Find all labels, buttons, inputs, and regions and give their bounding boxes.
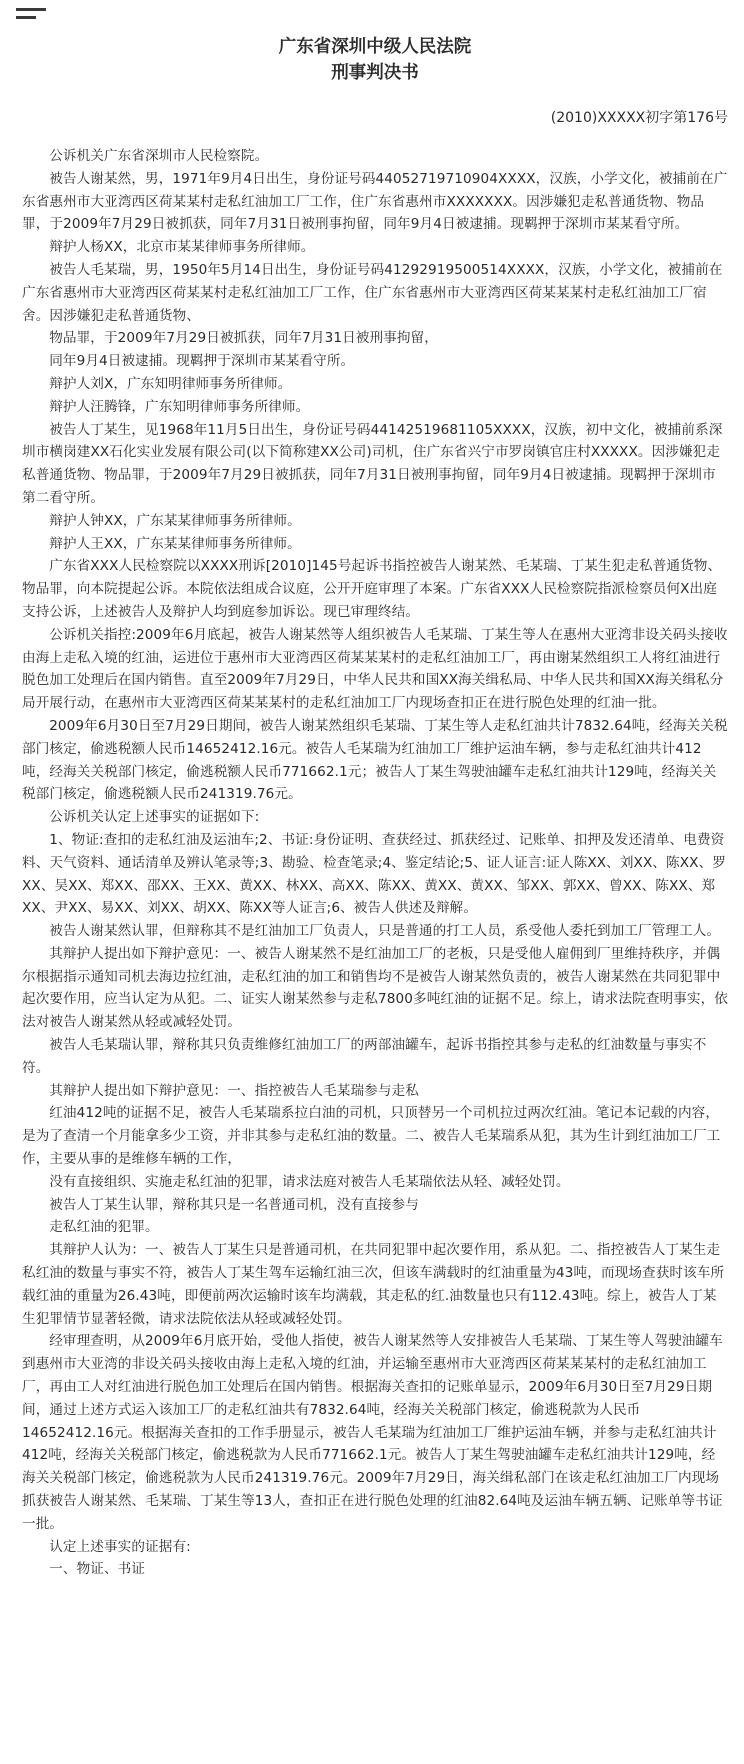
paragraph: 公诉机关认定上述事实的证据如下:: [49, 809, 260, 826]
paragraph: 被告人丁某生，见1968年11月5日出生，身份证号码44142519681105XXXX，汉族，初中文化，被捕前系深圳市横岗建XX石化实业发展有限公司(以下简称建XX公司)司机，住广东省兴宁市罗岗镇官庄村XXXXX。因涉嫌犯走私普通货物、物品罪，于2009年7月29日被抓获，同年7月31日被刑事拘留，同年9月4日被逮捕。现羁押于深圳市第二看守所。: [22, 421, 723, 506]
paragraph: 认定上述事实的证据有:: [49, 1538, 191, 1555]
document-type: 刑事判决书: [331, 63, 419, 83]
paragraph: 其辩护人提出如下辩护意见：一、被告人谢某然不是红油加工厂的老板，只是受他人雇佣到厂里维持秩序，并偶尔根据指示通知司机去海边拉红油，走私红油的加工和销售均不是被告人谢某然负责的，被告人谢某然在共同犯罪中起次要作用，应当认定为从犯。二、证实人谢某然参与走私7800多吨红油的证据不足。综上，请求法院查明事实，依法对被告人谢某然从轻或减轻处罚。: [22, 945, 728, 1031]
paragraph: 其辩护人认为：一、被告人丁某生只是普通司机，在共同犯罪中起次要作用，系从犯。二、指控被告人丁某生走私红油的数量与事实不符，被告人丁某生驾车运输红油三次，但该车满载时的红油重量为43吨，而现场查获时该车所载红油的重量为26.43吨，即便前两次运输时该车均满载，其走私的红.油数量也只有112.43吨。综上，被告人丁某生犯罪情节显著轻微，请求法院依法从轻或减轻处罚。: [22, 1242, 725, 1327]
paragraph: 被告人毛某瑞认罪，辩称其只负责维修红油加工厂的两部油罐车，起诉书指控其参与走私的红油数量与事实不符。: [22, 1037, 707, 1076]
court-name: 广东省深圳中级人民法院: [278, 37, 472, 57]
paragraph: 辩护人汪腾锋，广东知明律师事务所律师。: [49, 398, 310, 415]
paragraph: 其辩护人提出如下辩护意见：一、指控被告人毛某瑞参与走私: [49, 1082, 419, 1099]
paragraph: 1、物证:查扣的走私红油及运油车;2、书证:身份证明、查获经过、抓获经过、记账单、扣押及发还清单、电费资料、天气资料、通话清单及辨认笔录等;3、勘验、检查笔录;4、鉴定结论;5、证人证言:证人陈XX、刘XX、陈XX、罗XX、吴XX、郑XX、邵XX、王XX、黄XX、林XX、高XX、陈XX、黄XX、黄XX、邹XX、郭XX、曾XX、陈XX、郑XX、尹XX、易XX、刘XX、胡XX、陈XX等人证言;6、被告人供述及辩解。: [22, 831, 726, 917]
paragraph: 被告人谢某然，男，1971年9月4日出生，身份证号码44052719710904XXXX，汉族，小学文化，被捕前在广东省惠州市大亚湾西区荷某某村走私红油加工厂工作，住广东省惠州市XXXXXXX。因涉嫌犯走私普通货物、物品罪，于2009年7月29日被抓获，同年7月31日被刑事拘留，同年9月4日被逮捕。现羁押于深圳市某某看守所。: [22, 170, 728, 233]
paragraph: 走私红油的犯罪。: [49, 1219, 159, 1236]
paragraph: 没有直接组织、实施走私红油的犯罪，请求法庭对被告人毛某瑞依法从轻、减轻处罚。: [49, 1173, 570, 1190]
paragraph: 一、物证、书证: [49, 1561, 146, 1578]
menu-icon[interactable]: [16, 8, 48, 26]
paragraph: 被告人丁某生认罪，辩称其只是一名普通司机，没有直接参与: [49, 1196, 419, 1213]
paragraph: 辩护人王XX，广东某某律师事务所律师。: [49, 535, 301, 552]
paragraph: 公诉机关指控:2009年6月底起，被告人谢某然等人组织被告人毛某瑞、丁某生等人在惠州大亚湾非设关码头接收由海上走私入境的红油，运进位于惠州市大亚湾西区荷某某某村的走私红油加工厂，再由谢某然组织工人将红油进行脱色加工处理后在国内销售。直至2009年7月29日，中华人民共和国XX海关缉私局、中华人民共和国XX海关缉私分局开展行动，在惠州市大亚湾西区荷某某某村的走私红油加工厂内现场查扣正在进行脱色处理的红油一批。: [22, 626, 728, 712]
paragraph: 公诉机关广东省深圳市人民检察院。: [49, 148, 269, 164]
judgment-document: [22, 34, 728, 1581]
paragraph: 被告人谢某然认罪，但辩称其不是红油加工厂负责人，只是普通的打工人员，系受他人委托到加工厂管理工人。: [49, 923, 721, 940]
paragraph: 经审理查明，从2009年6月底开始，受他人指使，被告人谢某然等人安排被告人毛某瑞、丁某生等人驾驶油罐车到惠州市大亚湾的非设关码头接收由海上走私入境的红油，并运输至惠州市大亚湾西区荷某某某村的走私红油加工厂，再由工人对红油进行脱色加工处理后在国内销售。根据海关查扣的记账单显示，2009年6月30日至7月29日期间，通过上述方式运入该加工厂的走私红油共有7832.64吨，经海关关税部门核定，偷逃税款为人民币14652412.16元。根据海关查扣的工作手册显示，被告人毛某瑞为红油加工厂维护运油车辆，并参与走私红油共计412吨，经海关关税部门核定，偷逃税款为人民币771662.1元。被告人丁某生驾驶油罐车走私红油共计129吨，经海关关税部门核定，偷逃税款为人民币241319.76元。2009年7月29日，海关缉私部门在该走私红油加工厂内现场抓获被告人谢某然、毛某瑞、丁某生等13人，查扣正在进行脱色处理的红油82.64吨及运油车辆五辆、记账单等书证一批。: [22, 1333, 723, 1532]
case-number: (2010)XXXXX初字第176号: [550, 110, 728, 126]
paragraph: 辩护人杨XX，北京市某某律师事务所律师。: [49, 239, 315, 256]
paragraph: 辩护人刘X，广东知明律师事务所律师。: [49, 375, 292, 392]
document-body: [22, 145, 728, 1581]
paragraph: 同年9月4日被逮捕。现羁押于深圳市某某看守所。: [49, 353, 355, 370]
paragraph: 广东省XXX人民检察院以XXXX刑诉[2010]145号起诉书指控被告人谢某然、毛某瑞、丁某生犯走私普通货物、物品罪，向本院提起公诉。本院依法组成合议庭，公开开庭审理了本案。广东省XXX人民检察院指派检察员何X出庭支持公诉，上述被告人及辩护人均到庭参加诉讼。现已审理终结。: [22, 558, 722, 620]
paragraph: 物品罪，于2009年7月29日被抓获，同年7月31日被刑事拘留，: [49, 330, 438, 347]
paragraph: 2009年6月30日至7月29日期间，被告人谢某然组织毛某瑞、丁某生等人走私红油共计7832.64吨，经海关关税部门核定，偷逃税额人民币14652412.16元。被告人毛某瑞为红油加工厂维护运油车辆，参与走私红油共计412吨，经海关关税部门核定，偷逃税额人民币771662.1元；被告人丁某生驾驶油罐车走私红油共计129吨，经海关关税部门核定，偷逃税额人民币241319.76元。: [22, 717, 728, 803]
paragraph: 被告人毛某瑞，男，1950年5月14日出生，身份证号码41292919500514XXXX，汉族，小学文化，被捕前在广东省惠州市大亚湾西区荷某某村走私红油加工厂工作，住广东省惠州市大亚湾西区荷某某某村走私红油加工厂宿舍。因涉嫌犯走私普通货物、: [22, 261, 723, 324]
paragraph: 辩护人钟XX，广东某某律师事务所律师。: [49, 512, 301, 529]
paragraph: 红油412吨的证据不足，被告人毛某瑞系拉白油的司机，只顶替另一个司机拉过两次红油。笔记本记载的内容，是为了查清一个月能拿多少工资，并非其参与走私红油的数量。二、被告人毛某瑞系从犯，其为生计到红油加工厂工作，主要从事的是维修车辆的工作，: [22, 1105, 721, 1168]
